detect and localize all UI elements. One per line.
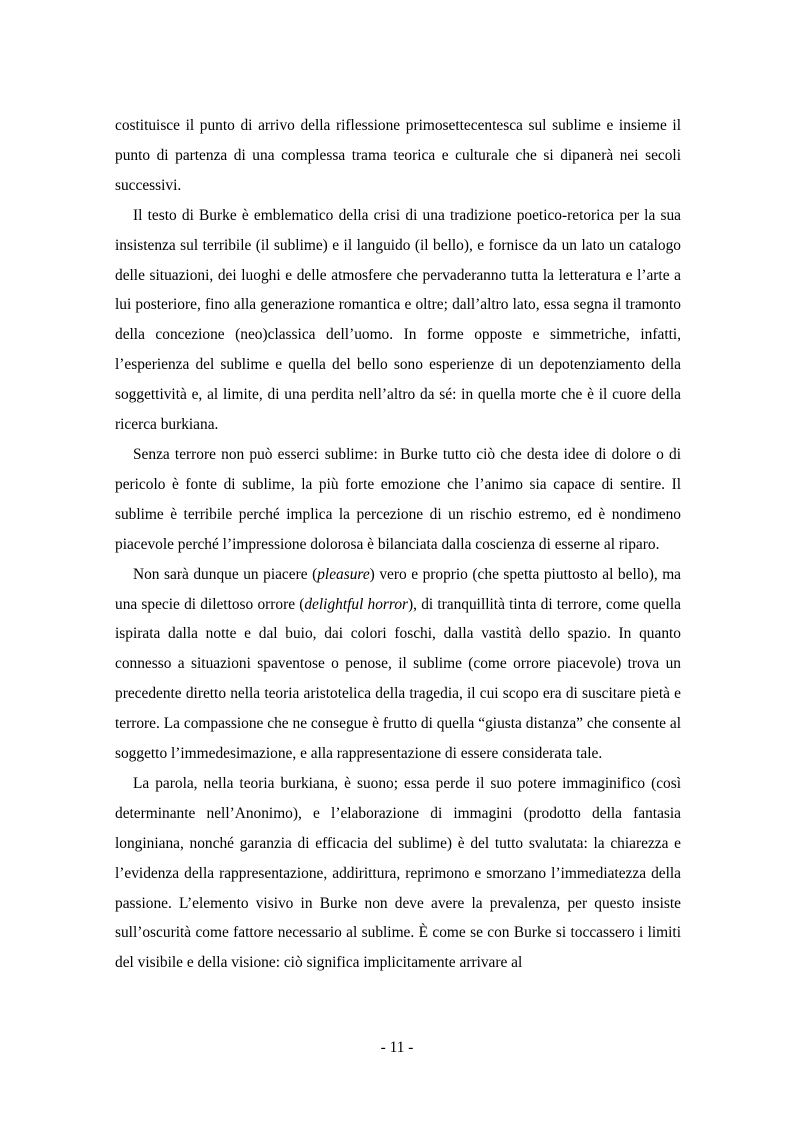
text-run: Senza terrore non può esserci sublime: in Burke tutto ciò che desta idee di dolore o di pericolo è fonte di sublime, la più forte emozione che l’animo sia capace di sentire. Il sublime è terribile perché implica la percezione di un rischio estremo, ed è nondimeno piacevole perché l’impressione dolorosa è bilanciata dalla coscienza di esserne al riparo. <box>115 445 681 553</box>
text-run: La parola, nella teoria burkiana, è suono; essa perde il suo potere immaginifico (così determinante nell’Anonimo), e l’elaborazione di immagini (prodotto della fantasia longiniana, nonché garanzia di efficacia del sublime) è del tutto svalutata: la chiarezza e l’evidenza della rappresentazione, addirittura, reprimono e smorzano l’immediatezza della passione. L’elemento visivo in Burke non deve avere la prevalenza, per questo insiste sull’oscurità come fattore necessario al sublime. È come se con Burke si toccassero i limiti del visibile e della visione: ciò significa implicitamente arrivare al <box>115 774 681 972</box>
paragraph <box>115 111 681 201</box>
italic-term: delightful horror <box>304 595 409 613</box>
text-run: ) vero e proprio (che spetta piuttosto al bello), ma una specie di dilettoso orrore ( <box>115 565 682 613</box>
page-number: - 11 - <box>380 1039 414 1056</box>
text-run: Non sarà dunque un piacere ( <box>133 565 318 583</box>
italic-term: pleasure <box>317 565 370 583</box>
paragraph <box>115 769 681 978</box>
body-text <box>115 111 681 978</box>
paragraph <box>115 560 681 769</box>
text-run: costituisce il punto di arrivo della riflessione primosettecentesca sul sublime e insieme il punto di partenza di una complessa trama teorica e culturale che si dipanerà nei secoli successivi. <box>115 117 681 194</box>
text-run: ), di tranquillità tinta di terrore, come quella ispirata dalla notte e dal buio, dai colori foschi, dalla vastità dello spazio. In quanto connesso a situazioni spaventose o penose, il sublime (come orrore piacevole) trova un precedente diretto nella teoria aristotelica della tragedia, il cui scopo era di suscitare pietà e terrore. La compassione che ne consegue è frutto di quella “giusta distanza” che consente al soggetto l’immedesimazione, e alla rappresentazione di essere considerata tale. <box>115 595 681 763</box>
text-run: Il testo di Burke è emblematico della crisi di una tradizione poetico-retorica per la sua insistenza sul terribile (il sublime) e il languido (il bello), e fornisce da un lato un catalogo delle situazioni, dei luoghi e delle atmosfere che pervaderanno tutta la letteratura e l’arte a lui posteriore, fino alla generazione romantica e oltre; dall’altro lato, essa segna il tramonto della concezione (neo)classica dell’uomo. In forme opposte e simmetriche, infatti, l’esperienza del sublime e quella del bello sono esperienze di un depotenziamento della soggettività e, al limite, di una perdita nell’altro da sé: in quella morte che è il cuore della ricerca burkiana. <box>115 206 681 434</box>
paragraph <box>115 440 681 560</box>
paragraph <box>115 201 681 440</box>
